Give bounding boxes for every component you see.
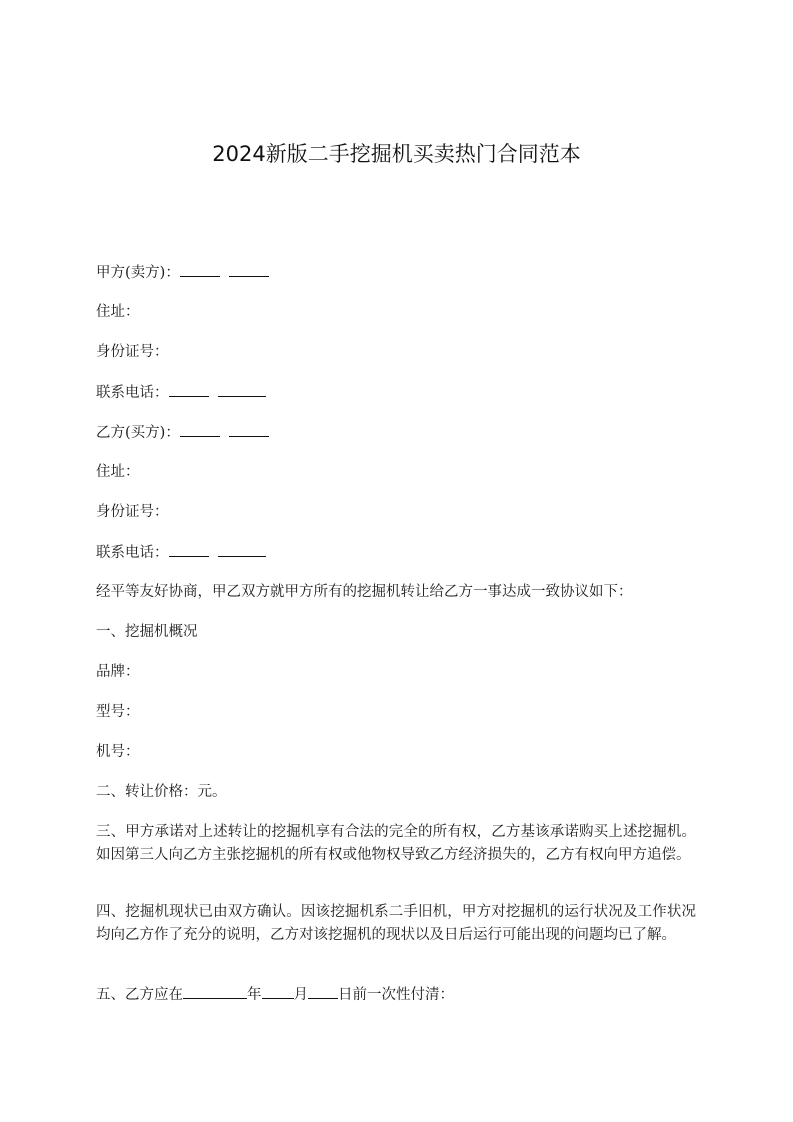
party-b-phone-line bbox=[96, 542, 266, 563]
party-a-address: 住址： bbox=[96, 304, 140, 320]
day-blank bbox=[308, 984, 338, 999]
party-a-label: 甲方(卖方)： bbox=[96, 265, 180, 281]
party-a-phone-blank-2 bbox=[218, 382, 266, 397]
document-title: 2024新版二手挖掘机买卖热门合同范本 bbox=[212, 142, 581, 166]
year-blank bbox=[183, 984, 247, 999]
party-a-phone-label: 联系电话： bbox=[96, 385, 169, 401]
month-blank bbox=[262, 984, 294, 999]
party-a-phone-blank bbox=[169, 382, 209, 397]
party-b-name-blank-2 bbox=[229, 422, 269, 437]
party-a-id: 身份证号： bbox=[96, 344, 169, 360]
party-b-line bbox=[96, 422, 269, 443]
section-5-year: 年 bbox=[247, 987, 262, 1003]
party-a-name-blank bbox=[180, 262, 220, 277]
section-4-paragraph: 四、挖掘机现状已由双方确认。因该挖掘机系二手旧机，甲方对挖掘机的运行状况及工作状况均向乙方作了充分的说明，乙方对该挖掘机的现状以及日后运行可能出现的问题均已了解。 bbox=[96, 904, 696, 943]
section-1-heading: 一、挖掘机概况 bbox=[96, 624, 198, 640]
party-b-address: 住址： bbox=[96, 464, 140, 480]
section-5-prefix: 五、乙方应在 bbox=[96, 987, 183, 1003]
section-5-line bbox=[96, 984, 454, 1005]
party-b-name-blank bbox=[180, 422, 220, 437]
section-5-suffix: 日前一次性付清： bbox=[338, 987, 454, 1003]
model-field: 型号： bbox=[96, 704, 140, 720]
party-a-line bbox=[96, 262, 269, 283]
section-3-paragraph: 三、甲方承诺对上述转让的挖掘机享有合法的完全的所有权，乙方基该承诺购买上述挖掘机。如因第三人向乙方主张挖掘机的所有权或他物权导致乙方经济损失的，乙方有权向甲方追偿。 bbox=[96, 824, 696, 863]
party-b-phone-blank bbox=[169, 542, 209, 557]
section-2-price: 二、转让价格：元。 bbox=[96, 784, 227, 800]
section-5-month: 月 bbox=[293, 987, 308, 1003]
party-b-id: 身份证号： bbox=[96, 504, 169, 520]
party-b-phone-label: 联系电话： bbox=[96, 545, 169, 561]
serial-field: 机号： bbox=[96, 744, 140, 760]
party-a-name-blank-2 bbox=[229, 262, 269, 277]
intro-paragraph: 经平等友好协商，甲乙双方就甲方所有的挖掘机转让给乙方一事达成一致协议如下： bbox=[96, 584, 633, 600]
party-b-phone-blank-2 bbox=[218, 542, 266, 557]
party-b-label: 乙方(买方)： bbox=[96, 425, 180, 441]
brand-field: 品牌： bbox=[96, 664, 140, 680]
party-a-phone-line bbox=[96, 382, 266, 403]
